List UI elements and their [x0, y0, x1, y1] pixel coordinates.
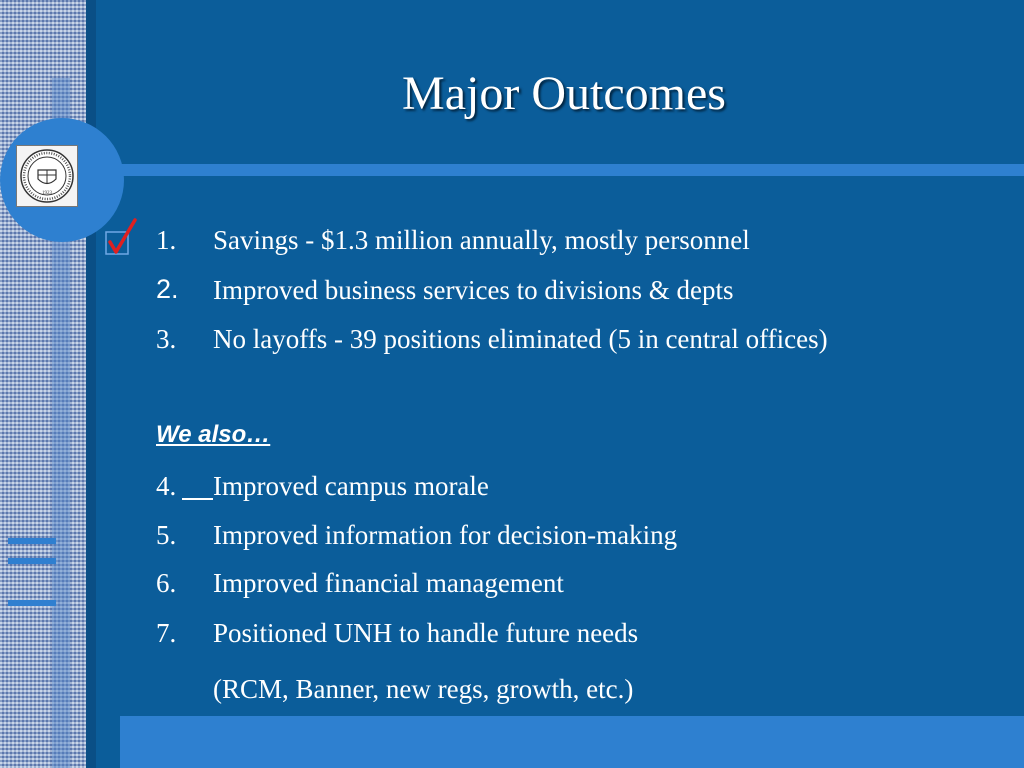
- continuation-line: [0, 674, 1024, 708]
- item-number: 5.: [156, 520, 177, 550]
- list-item: [0, 275, 1024, 309]
- item-text: No layoffs - 39 positions eliminated (5 in central offices): [213, 324, 828, 354]
- item-number: 7.: [156, 618, 177, 648]
- item-number: 3.: [156, 324, 177, 354]
- item-text: Improved campus morale: [213, 471, 489, 501]
- university-seal-logo: [16, 145, 78, 207]
- item-number: 6.: [156, 568, 177, 598]
- list-item: [0, 618, 1024, 652]
- item-number: 4.: [156, 471, 177, 501]
- list-item: [0, 225, 1024, 259]
- list-item: [0, 471, 1024, 505]
- item-text: Savings - $1.3 million annually, mostly personnel: [213, 225, 750, 255]
- title-divider: [86, 164, 1024, 176]
- item-text: Improved business services to divisions & depts: [213, 275, 734, 305]
- continuation-text: (RCM, Banner, new regs, growth, etc.): [213, 674, 634, 704]
- item-number: 2.: [156, 274, 179, 304]
- list-item: [0, 568, 1024, 602]
- bottom-accent-block: [120, 716, 1024, 768]
- list-item: [0, 324, 1024, 358]
- list-item: [0, 520, 1024, 554]
- number-underline: [182, 498, 213, 500]
- seal-year: 1923: [42, 191, 52, 196]
- we-also-heading: We also…: [156, 421, 271, 448]
- item-text: Positioned UNH to handle future needs: [213, 618, 639, 648]
- decorative-dash: [8, 558, 56, 564]
- item-text: Improved information for decision-making: [213, 520, 678, 550]
- slide-title: Major Outcomes: [402, 67, 726, 120]
- item-text: Improved financial management: [213, 568, 564, 598]
- item-number: 1.: [156, 225, 177, 255]
